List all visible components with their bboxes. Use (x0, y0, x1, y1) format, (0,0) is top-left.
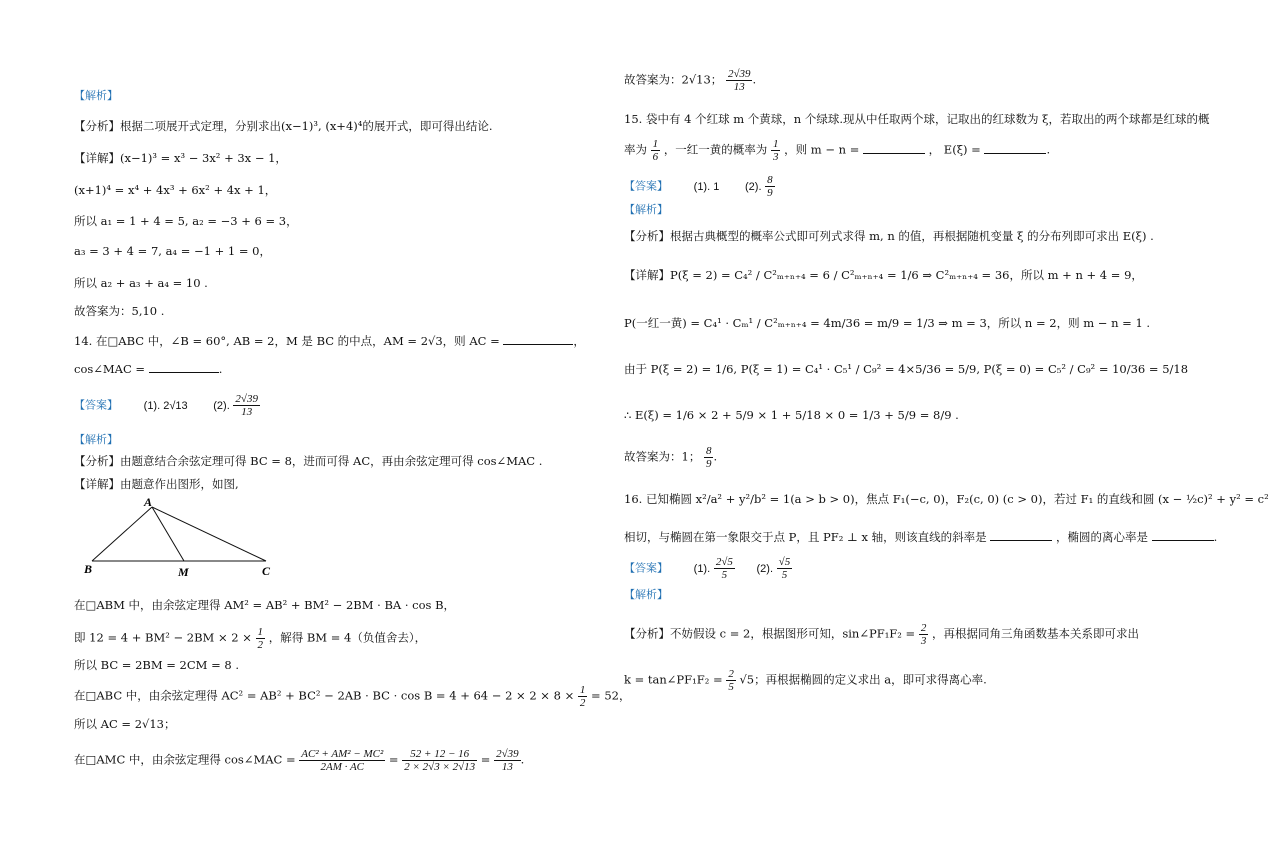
question-text: 相切，与椭圆在第一象限交于点 P，且 PF₂ ⊥ x 轴，则该直线的斜率是 (624, 530, 987, 544)
answer-line: 故答案为：1； $\frac{8}{9}$ . (624, 445, 718, 470)
point-c-label: C (262, 564, 271, 578)
analysis-tag: 【解析】 (624, 203, 668, 216)
question-14-text: 14. 在□ABC 中，∠B = 60°, AB = 2，M 是 BC 的中点，AM = 2√3，则 AC = (74, 334, 500, 348)
answer-row (624, 174, 1160, 199)
answer-tag: 【答案】 (624, 561, 668, 575)
detail-line: 所以 BC = 2BM = 2CM = 8 . (74, 658, 240, 672)
answer-blank (863, 143, 925, 154)
answer-row (74, 393, 594, 418)
fraction: $\frac{8}{9}$ (767, 174, 773, 199)
fraction: $\frac{2}{5}$ (728, 668, 734, 693)
fraction: $\frac{2√5}{5}$ (715, 556, 733, 581)
answer-tag: 【答案】 (624, 179, 668, 193)
fraction: $\frac{2√39}{13}$ (496, 748, 519, 773)
analysis-summary (624, 622, 1160, 647)
detail-line: 在□ABM 中，由余弦定理得 AM² = AB² + BM² − 2BM · BA · cos B， (74, 598, 456, 612)
analysis-text: ，再根据同角三角函数基本关系即可求出 (932, 626, 1139, 641)
answer-blank (984, 143, 1046, 154)
answer-1-label: (1). (693, 562, 711, 575)
answer-blank (149, 362, 219, 373)
point-m-label: M (178, 565, 189, 579)
detail-line: 所以 AC = 2√13； (74, 717, 176, 731)
question-text: ，椭圆的离心率是 (1055, 530, 1148, 544)
detail-text: 在□ABC 中，由余弦定理得 AC² = AB² + BC² − 2AB · BC · cos B = 4 + 64 − 2 × 2 × 8 × (74, 688, 575, 703)
answer-blank (990, 530, 1052, 541)
detail-line: 【详解】P(ξ = 2) = C₄² / C²ₘ₊ₙ₊₄ = 6 / C²ₘ₊ₙ₊₄ = 1/6 ⇒ C²ₘ₊ₙ₊₄ = 36，所以 m + n + 4 = 9， (624, 268, 1143, 282)
analysis-tag: 【解析】 (74, 433, 118, 446)
fraction: $\frac{1}{6}$ (652, 138, 659, 163)
fraction-half: $\frac{1}{2}$ (257, 626, 264, 651)
detail-text: = 52， (591, 688, 631, 703)
detail-line: 由于 P(ξ = 2) = 1/6, P(ξ = 1) = C₄¹ · C₅¹ / C₉² = 4×5/36 = 5/9, P(ξ = 0) = C₅² / C₉² = 10/36 = 5/18 (624, 362, 1189, 376)
answer-1: (1). 1 (693, 180, 720, 193)
question-16: 16. 已知椭圆 x²/a² + y²/b² = 1(a > b > 0)，焦点 F₁(−c, 0)，F₂(c, 0) (c > 0)，若过 F₁ 的直线和圆 (x − ½c)² + y² = c² (624, 492, 1269, 506)
detail-text: ，解得 BM = 4（负值舍去）， (268, 630, 427, 645)
answer-text: 故答案为：1； (624, 449, 701, 464)
detail-line: 【详解】(x−1)³ = x³ − 3x² + 3x − 1， (74, 151, 287, 165)
fraction-half: $\frac{1}{2}$ (579, 684, 586, 709)
analysis-summary: 【分析】根据古典概型的概率公式即可列式求得 m, n 的值，再根据随机变量 ξ 的分布列即可求出 E(ξ) . (624, 229, 1154, 243)
analysis-summary: 【分析】由题意结合余弦定理可得 BC = 8，进而可得 AC，再由余弦定理可得 cos∠MAC . (74, 454, 543, 468)
answer-line: 故答案为：5,10 . (74, 304, 165, 318)
fraction: $\frac{8}{9}$ (705, 445, 712, 470)
question-15-cont: 率为 $\frac{1}{6}$ ，一红一黄的概率为 $\frac{1}{3}$ ，则 m − n = ， E(ξ) = . (624, 138, 1051, 163)
triangle-figure (82, 495, 292, 595)
analysis-tag: 【解析】 (74, 89, 118, 102)
answer-row (624, 556, 1160, 581)
detail-intro: 【详解】由题意作出图形，如图, (74, 477, 239, 491)
answer-2-label: (2). (756, 562, 774, 575)
answer-blank (1152, 530, 1214, 541)
answer-blank (503, 334, 573, 345)
detail-line: ∴ E(ξ) = 1/6 × 2 + 5/9 × 1 + 5/18 × 0 = 1/3 + 5/9 = 8/9 . (624, 408, 959, 422)
question-text: ，则 m − n = (784, 142, 860, 157)
detail-text: 在□AMC 中，由余弦定理得 cos∠MAC = (74, 752, 296, 767)
question-16-cont: 相切，与椭圆在第一象限交于点 P，且 PF₂ ⊥ x 轴，则该直线的斜率是 ，椭圆的离心率是 . (624, 530, 1218, 544)
detail-line: P(一红一黄) = C₄¹ · Cₘ¹ / C²ₘ₊ₙ₊₄ = 4m/36 = m/9 = 1/3 ⇒ m = 3，所以 n = 2，则 m − n = 1 . (624, 316, 1151, 330)
detail-line: (x+1)⁴ = x⁴ + 4x³ + 6x² + 4x + 1， (74, 183, 277, 197)
answer-1: (1). 2√13 (143, 399, 188, 412)
detail-line: 在□AMC 中，由余弦定理得 cos∠MAC = $\frac{\text{AC² + AM² − MC²}}{2AM \cdot AC}$ = $\frac{52 + 12 - 16}{2 \times 2√3 \times 2√13}$ = $\frac{2√39}{13}$ . (74, 748, 525, 773)
detail-line (74, 626, 594, 651)
answer-line: 故答案为：2√13； $\frac{2√39}{13}$ . (624, 68, 757, 93)
question-text: 率为 (624, 142, 647, 157)
question-text: ，一红一黄的概率为 (663, 142, 768, 157)
detail-text: 即 12 = 4 + BM² − 2BM × 2 × (74, 630, 252, 645)
analysis-text: k = tan∠PF₁F₂ = (624, 672, 723, 687)
analysis-summary-cont (624, 668, 1160, 693)
fraction: $\frac{52 + 12 - 16}{2 \times 2√3 \times 2√13}$ (404, 748, 476, 773)
fraction: $\frac{√5}{5}$ (778, 556, 791, 581)
answer-2-fraction: $\frac{2√39}{13}$ (235, 393, 258, 418)
point-b-label: B (84, 562, 93, 576)
question-14-text2: cos∠MAC = (74, 362, 146, 376)
analysis-summary: 【分析】根据二项展开式定理，分别求出(x−1)³, (x+4)⁴的展开式，即可得出结论. (74, 119, 493, 133)
analysis-text: 【分析】不妨假设 c = 2，根据图形可知，sin∠PF₁F₂ = (624, 626, 916, 641)
segment-ab (92, 507, 152, 561)
analysis-tag: 【解析】 (624, 588, 668, 601)
question-15: 15. 袋中有 4 个红球 m 个黄球，n 个绿球.现从中任取两个球，记取出的红球数为 ξ，若取出的两个球都是红球的概 (624, 112, 1210, 126)
question-14-cont: cos∠MAC = . (74, 362, 223, 376)
analysis-text: √5；再根据椭圆的定义求出 a，即可求得离心率. (739, 672, 987, 687)
segment-ac (152, 507, 266, 561)
detail-line: 所以 a₂ + a₃ + a₄ = 10 . (74, 276, 208, 290)
question-14: 14. 在□ABC 中，∠B = 60°, AB = 2，M 是 BC 的中点，AM = 2√3，则 AC = ， (74, 334, 585, 348)
answer-tag: 【答案】 (74, 398, 118, 412)
detail-line: 所以 a₁ = 1 + 4 = 5, a₂ = −3 + 6 = 3， (74, 214, 298, 228)
fraction: $\frac{1}{3}$ (772, 138, 779, 163)
answer-2-label: (2). (745, 180, 762, 193)
detail-line (74, 684, 631, 709)
fraction: $\frac{2}{3}$ (920, 622, 927, 647)
answer-text: 故答案为：2√13； (624, 72, 723, 87)
detail-line: a₃ = 3 + 4 = 7, a₄ = −1 + 1 = 0， (74, 244, 271, 258)
fraction: $\frac{\text{AC² + AM² − MC²}}{2AM \cdot AC}$ (301, 748, 384, 773)
fraction: $\frac{2√39}{13}$ (727, 68, 751, 93)
answer-2-label: (2). (213, 399, 230, 412)
question-text: ， E(ξ) = (928, 142, 981, 157)
point-a-label: A (144, 495, 153, 509)
